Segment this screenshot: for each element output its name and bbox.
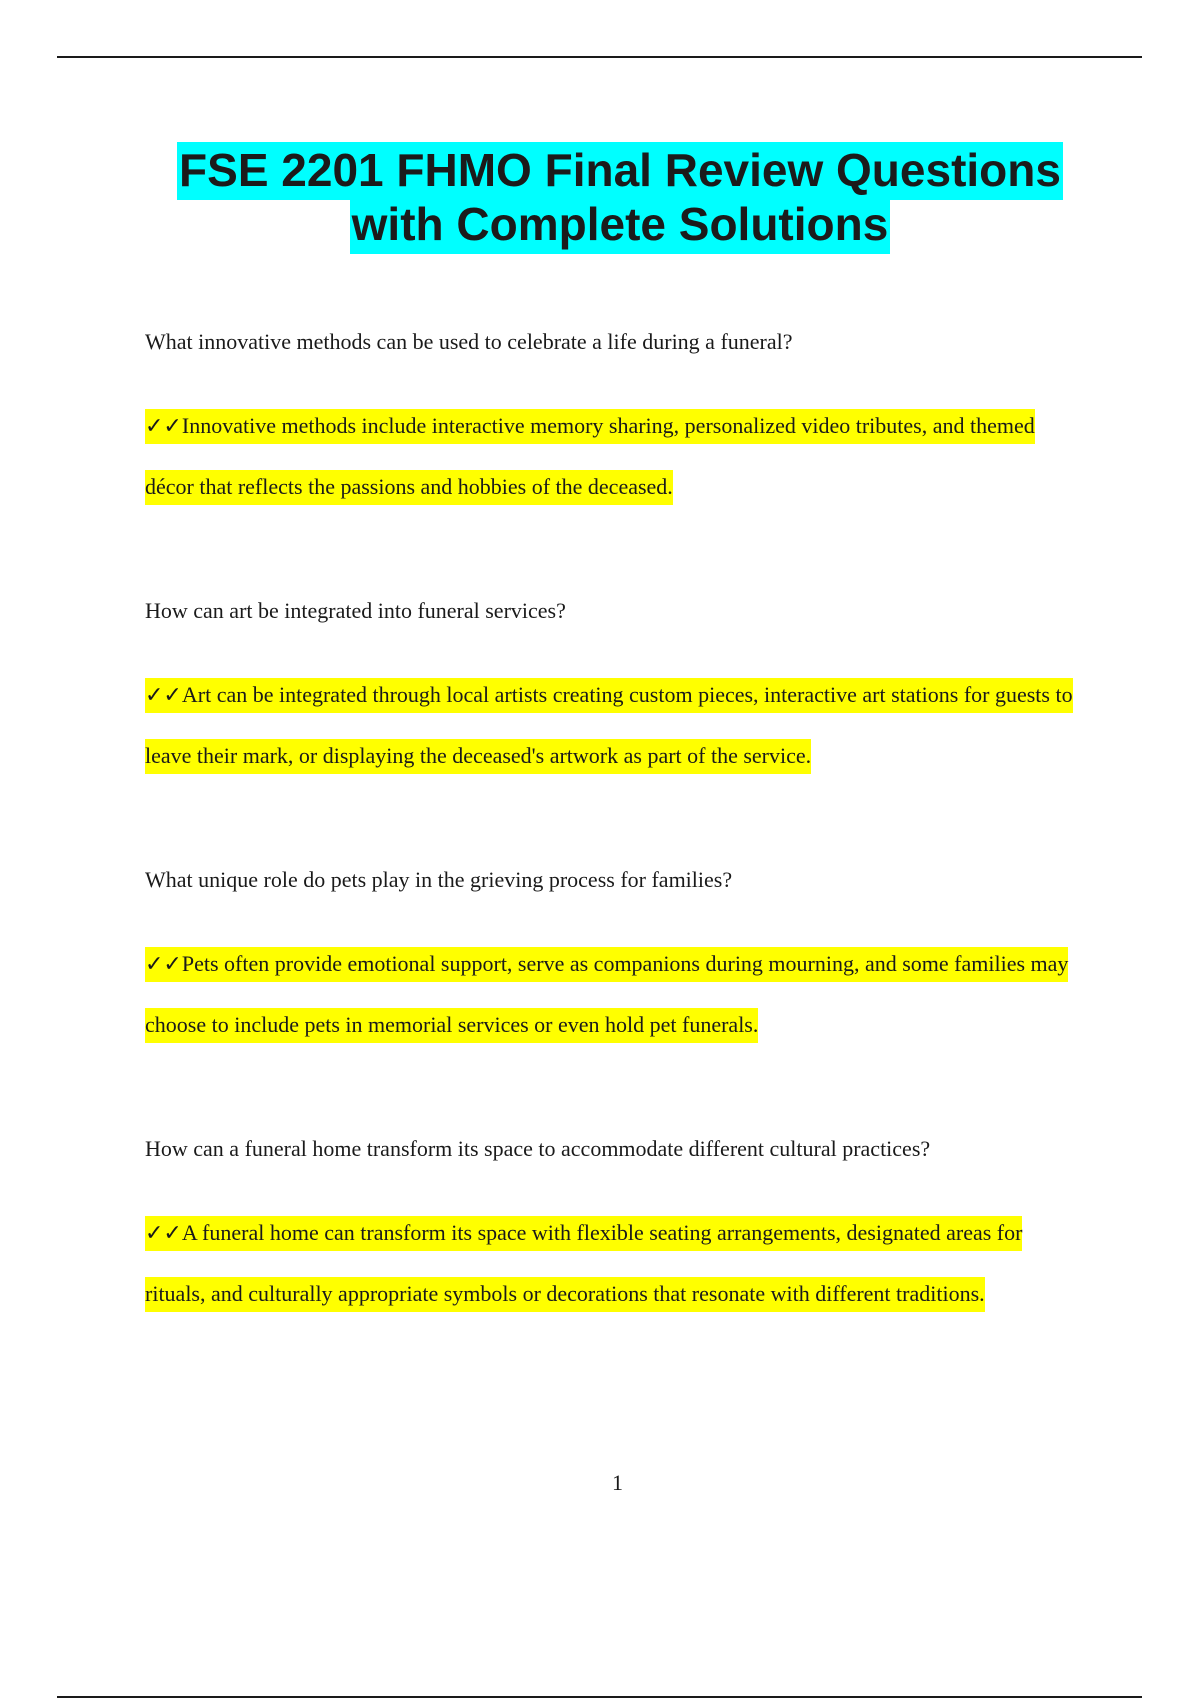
qa-list: [145, 322, 1080, 1324]
answer-highlight: [145, 1216, 1022, 1312]
title-line-1: FSE 2201 FHMO Final Review Questions: [177, 142, 1063, 200]
answer-highlight: [145, 678, 1073, 774]
answer-highlight: [145, 409, 1035, 505]
check-mark-icon: ✓✓: [145, 414, 182, 439]
title-line-2: with Complete Solutions: [350, 196, 891, 254]
answer-body: Pets often provide emotional support, serve as companions during mourning, and some families may choose to include pets in memorial services or even hold pet funerals.: [145, 951, 1069, 1037]
answer-highlight: [145, 947, 1068, 1043]
check-mark-icon: ✓✓: [145, 952, 182, 977]
document-title: [100, 143, 1140, 251]
answer-text: [145, 934, 1080, 1055]
question-text: What unique role do pets play in the grieving process for families?: [145, 867, 733, 892]
question-text: How can art be integrated into funeral services?: [145, 598, 566, 623]
answer-body: Innovative methods include interactive memory sharing, personalized video tributes, and themed décor that reflects the passions and hobbies of the deceased.: [145, 413, 1035, 499]
answer-text: [145, 1203, 1080, 1324]
check-mark-icon: ✓✓: [145, 683, 182, 708]
question-text: How can a funeral home transform its space to accommodate different cultural practices?: [145, 1136, 931, 1161]
page-number: 1: [612, 1470, 623, 1495]
question-text: What innovative methods can be used to celebrate a life during a funeral?: [145, 329, 793, 354]
qa-item: [145, 860, 1080, 1055]
check-mark-icon: ✓✓: [145, 1221, 182, 1246]
qa-item: [145, 322, 1080, 517]
answer-text: [145, 396, 1080, 517]
top-rule: [57, 56, 1142, 58]
qa-item: [145, 591, 1080, 786]
answer-body: Art can be integrated through local artists creating custom pieces, interactive art stations for guests to leave their mark, or displaying the deceased's artwork as part of the service.: [145, 682, 1073, 768]
answer-text: [145, 665, 1080, 786]
bottom-rule: [57, 1696, 1142, 1698]
qa-item: [145, 1129, 1080, 1324]
answer-body: A funeral home can transform its space with flexible seating arrangements, designated areas for rituals, and culturally appropriate symbols or decorations that resonate with different traditions.: [145, 1220, 1023, 1306]
